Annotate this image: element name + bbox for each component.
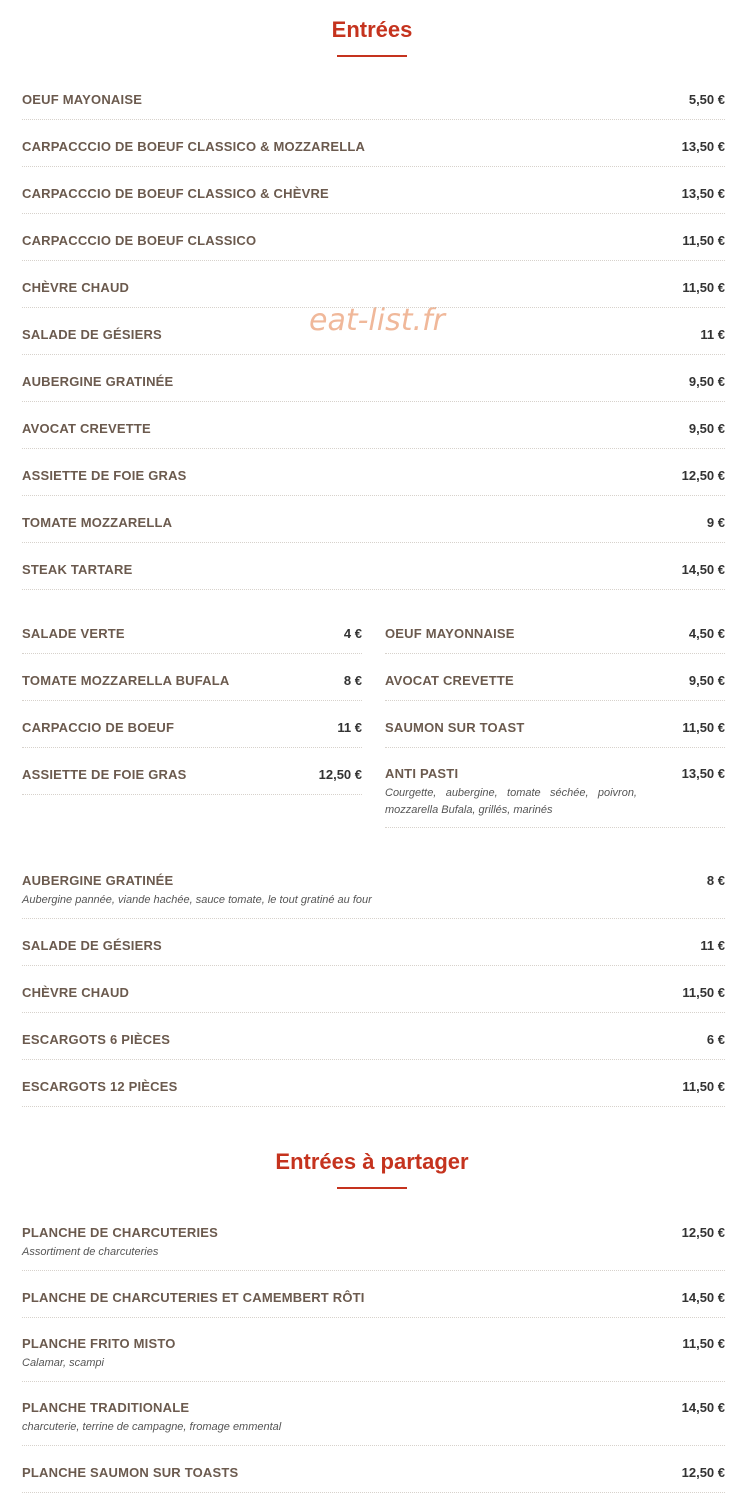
menu-item [22,1013,725,1060]
menu-item [385,607,725,654]
menu-item [22,966,725,1013]
menu-item [22,748,362,795]
item-name: ASSIETTE DE FOIE GRAS [22,767,187,782]
title-underline [337,1187,407,1189]
item-price: 4,50 € [688,626,725,641]
item-name: PLANCHE TRADITIONALE [22,1400,190,1415]
menu-item [22,214,725,261]
item-price: 11 € [700,327,725,342]
item-price: 9,50 € [688,374,725,389]
section-title-entrees: Entrées [331,17,413,42]
item-price: 8 € [706,873,725,888]
menu-item [22,449,725,496]
item-price: 11 € [700,938,725,953]
item-price: 11,50 € [682,233,725,248]
menu-item [385,654,725,701]
item-name: SALADE DE GÉSIERS [22,327,162,342]
menu-item [22,261,725,308]
menu-item [22,1060,725,1107]
item-name: CARPACCIO DE BOEUF [22,720,175,735]
item-name: AVOCAT CREVETTE [22,421,151,436]
item-name: SALADE VERTE [22,626,125,641]
item-name: ESCARGOTS 6 PIÈCES [22,1032,171,1047]
item-price: 6 € [706,1032,725,1047]
item-name: PLANCHE DE CHARCUTERIES ET CAMEMBERT RÔTI [22,1290,365,1305]
item-price: 11,50 € [682,985,725,1000]
item-price: 9,50 € [688,673,725,688]
menu-item [22,543,725,590]
menu-item [22,1382,725,1446]
menu-item [22,402,725,449]
item-name: CHÈVRE CHAUD [22,280,130,295]
item-name: TOMATE MOZZARELLA BUFALA [22,673,230,688]
item-description: Aubergine pannée, viande hachée, sauce tomate, le tout gratiné au four [22,894,372,906]
item-name: AUBERGINE GRATINÉE [22,873,174,888]
item-price: 11,50 € [682,1336,725,1351]
menu-item [22,1318,725,1382]
item-name: ESCARGOTS 12 PIÈCES [22,1079,178,1094]
partager-list [22,1207,725,1493]
menu-item [22,654,362,701]
entrees-header [0,17,744,57]
item-name: ANTI PASTI [385,766,459,781]
item-price: 14,50 € [681,1290,725,1305]
item-price: 11,50 € [682,1079,725,1094]
item-name: AUBERGINE GRATINÉE [22,374,174,389]
item-price: 12,50 € [681,1225,725,1240]
item-price: 11 € [337,720,362,735]
menu-item [22,496,725,543]
menu-item [22,120,725,167]
item-name: OEUF MAYONNAISE [385,626,515,641]
item-name: PLANCHE FRITO MISTO [22,1336,176,1351]
section-title-partager: Entrées à partager [275,1149,469,1174]
item-description: Courgette, aubergine, tomate séchée, poivron, mozzarella Bufala, grillés, marinés [385,787,637,816]
item-description: charcuterie, terrine de campagne, fromage emmental [22,1421,282,1433]
item-price: 14,50 € [681,1400,725,1415]
menu-item [22,1271,725,1318]
item-price: 8 € [343,673,362,688]
item-price: 9,50 € [688,421,725,436]
right-column [385,607,725,828]
item-name: OEUF MAYONAISE [22,92,143,107]
item-price: 9 € [706,515,725,530]
item-price: 13,50 € [681,139,725,154]
menu-item [22,1207,725,1271]
item-price: 14,50 € [681,562,725,577]
item-name: STEAK TARTARE [22,562,133,577]
menu-item [22,607,362,654]
item-price: 11,50 € [682,720,725,735]
item-price: 5,50 € [688,92,725,107]
item-price: 12,50 € [318,767,362,782]
watermark: eat-list.fr [309,303,445,338]
item-name: CARPACCCIO DE BOEUF CLASSICO [22,233,257,248]
left-column [22,607,362,795]
item-name: TOMATE MOZZARELLA [22,515,173,530]
item-name: CARPACCCIO DE BOEUF CLASSICO & MOZZARELLA [22,139,366,154]
item-name: CHÈVRE CHAUD [22,985,130,1000]
item-price: 11,50 € [682,280,725,295]
item-description: Assortiment de charcuteries [22,1246,159,1258]
entrees-list [22,73,725,590]
item-name: PLANCHE DE CHARCUTERIES [22,1225,219,1240]
menu-item [22,1446,725,1493]
item-name: SALADE DE GÉSIERS [22,938,162,953]
item-name: SAUMON SUR TOAST [385,720,525,735]
item-name: PLANCHE SAUMON SUR TOASTS [22,1465,239,1480]
item-price: 13,50 € [681,186,725,201]
menu-item [385,701,725,748]
menu-item [22,167,725,214]
item-price: 12,50 € [681,468,725,483]
item-price: 4 € [343,626,362,641]
item-price: 13,50 € [681,766,725,781]
item-price: 12,50 € [681,1465,725,1480]
item-name: CARPACCCIO DE BOEUF CLASSICO & CHÈVRE [22,186,329,201]
menu-item [22,701,362,748]
menu-item [22,919,725,966]
partager-header [0,1149,744,1189]
menu-item [22,355,725,402]
item-description: Calamar, scampi [22,1357,104,1369]
menu-item [22,855,725,919]
title-underline [337,55,407,57]
menu-item [22,308,725,355]
more-entrees-list [22,855,725,1107]
menu-item [385,748,725,828]
item-name: AVOCAT CREVETTE [385,673,514,688]
item-name: ASSIETTE DE FOIE GRAS [22,468,187,483]
menu-item [22,73,725,120]
